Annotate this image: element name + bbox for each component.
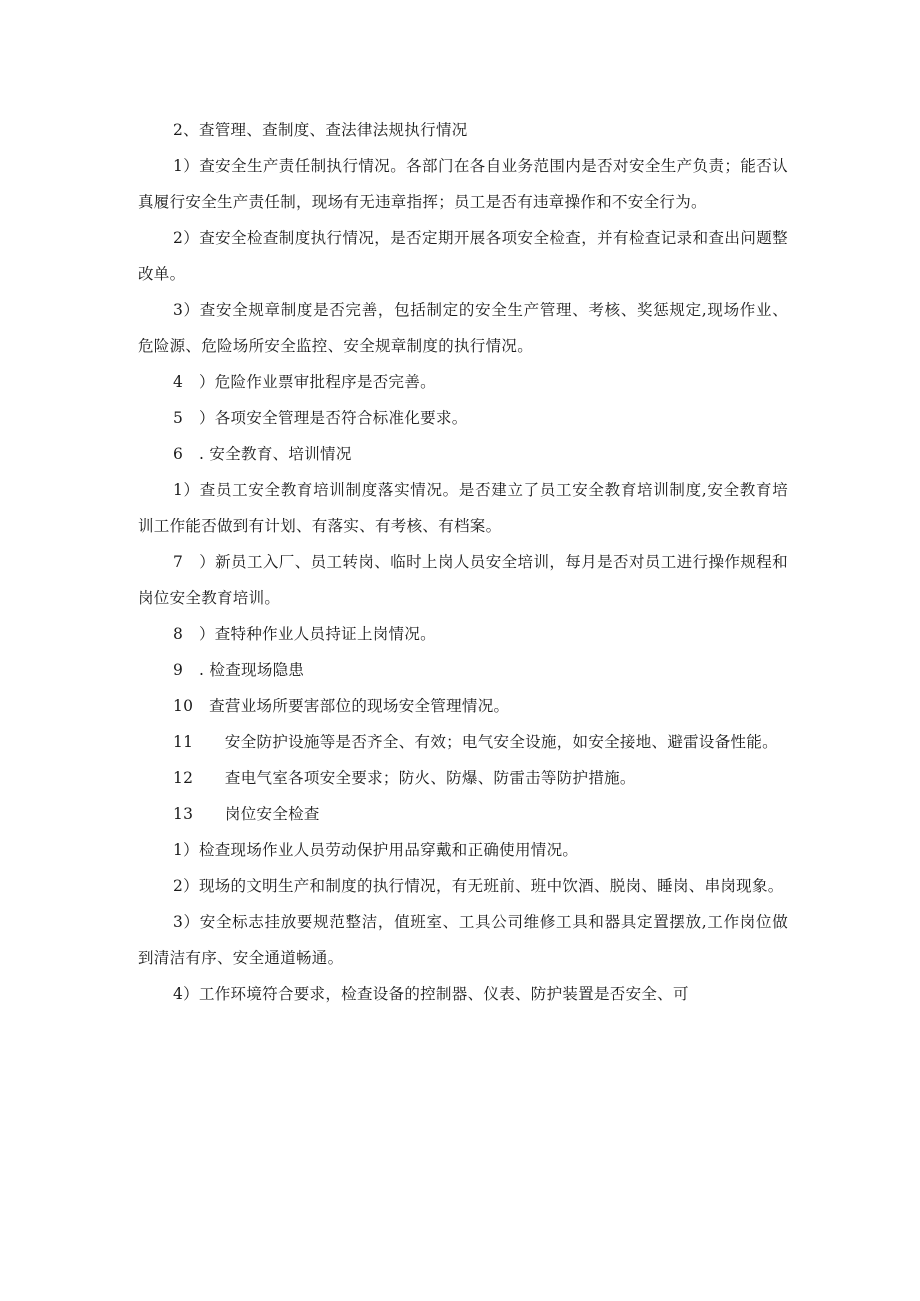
paragraph: 4 ）危险作业票审批程序是否完善。 — [173, 373, 436, 391]
paragraph: 12 查电气室各项安全要求；防火、防爆、防雷击等防护措施。 — [173, 769, 636, 787]
paragraph: 11 安全防护设施等是否齐全、有效；电气安全设施，如安全接地、避雷设备性能。 — [173, 733, 778, 751]
paragraph: 2）查安全检查制度执行情况，是否定期开展各项安全检查，并有检查记录和查出问题整改单。 — [138, 229, 788, 283]
paragraph: 3）安全标志挂放要规范整洁，值班室、工具公司维修工具和器具定置摆放,工作岗位做到清洁有序、安全通道畅通。 — [138, 913, 788, 967]
paragraph: 10 查营业场所要害部位的现场安全管理情况。 — [173, 697, 510, 715]
paragraph: 5 ）各项安全管理是否符合标准化要求。 — [173, 409, 468, 427]
paragraph: 1）查安全生产责任制执行情况。各部门在各自业务范围内是否对安全生产负责；能否认真履行安全生产责任制，现场有无违章指挥；员工是否有违章操作和不安全行为。 — [138, 157, 788, 211]
section-heading-training: 6 . 安全教育、培训情况 — [173, 445, 352, 463]
paragraph: 2）现场的文明生产和制度的执行情况，有无班前、班中饮酒、脱岗、睡岗、串岗现象。 — [173, 877, 784, 895]
paragraph: 3）查安全规章制度是否完善，包括制定的安全生产管理、考核、奖惩规定,现场作业、危险源、危险场所安全监控、安全规章制度的执行情况。 — [138, 301, 788, 355]
paragraph: 4）工作环境符合要求，检查设备的控制器、仪表、防护装置是否安全、可 — [173, 985, 689, 1003]
section-heading-post-check: 13 岗位安全检查 — [173, 805, 320, 823]
paragraph: 1）检查现场作业人员劳动保护用品穿戴和正确使用情况。 — [173, 841, 579, 859]
document-body — [138, 112, 788, 1012]
section-heading-management: 2、查管理、查制度、查法律法规执行情况 — [173, 121, 468, 139]
paragraph: 1）查员工安全教育培训制度落实情况。是否建立了员工安全教育培训制度,安全教育培训工作能否做到有计划、有落实、有考核、有档案。 — [138, 481, 788, 535]
paragraph: 7 ）新员工入厂、员工转岗、临时上岗人员安全培训，每月是否对员工进行操作规程和岗位安全教育培训。 — [138, 553, 788, 607]
section-heading-hazards: 9 . 检查现场隐患 — [173, 661, 305, 679]
paragraph: 8 ）查特种作业人员持证上岗情况。 — [173, 625, 436, 643]
